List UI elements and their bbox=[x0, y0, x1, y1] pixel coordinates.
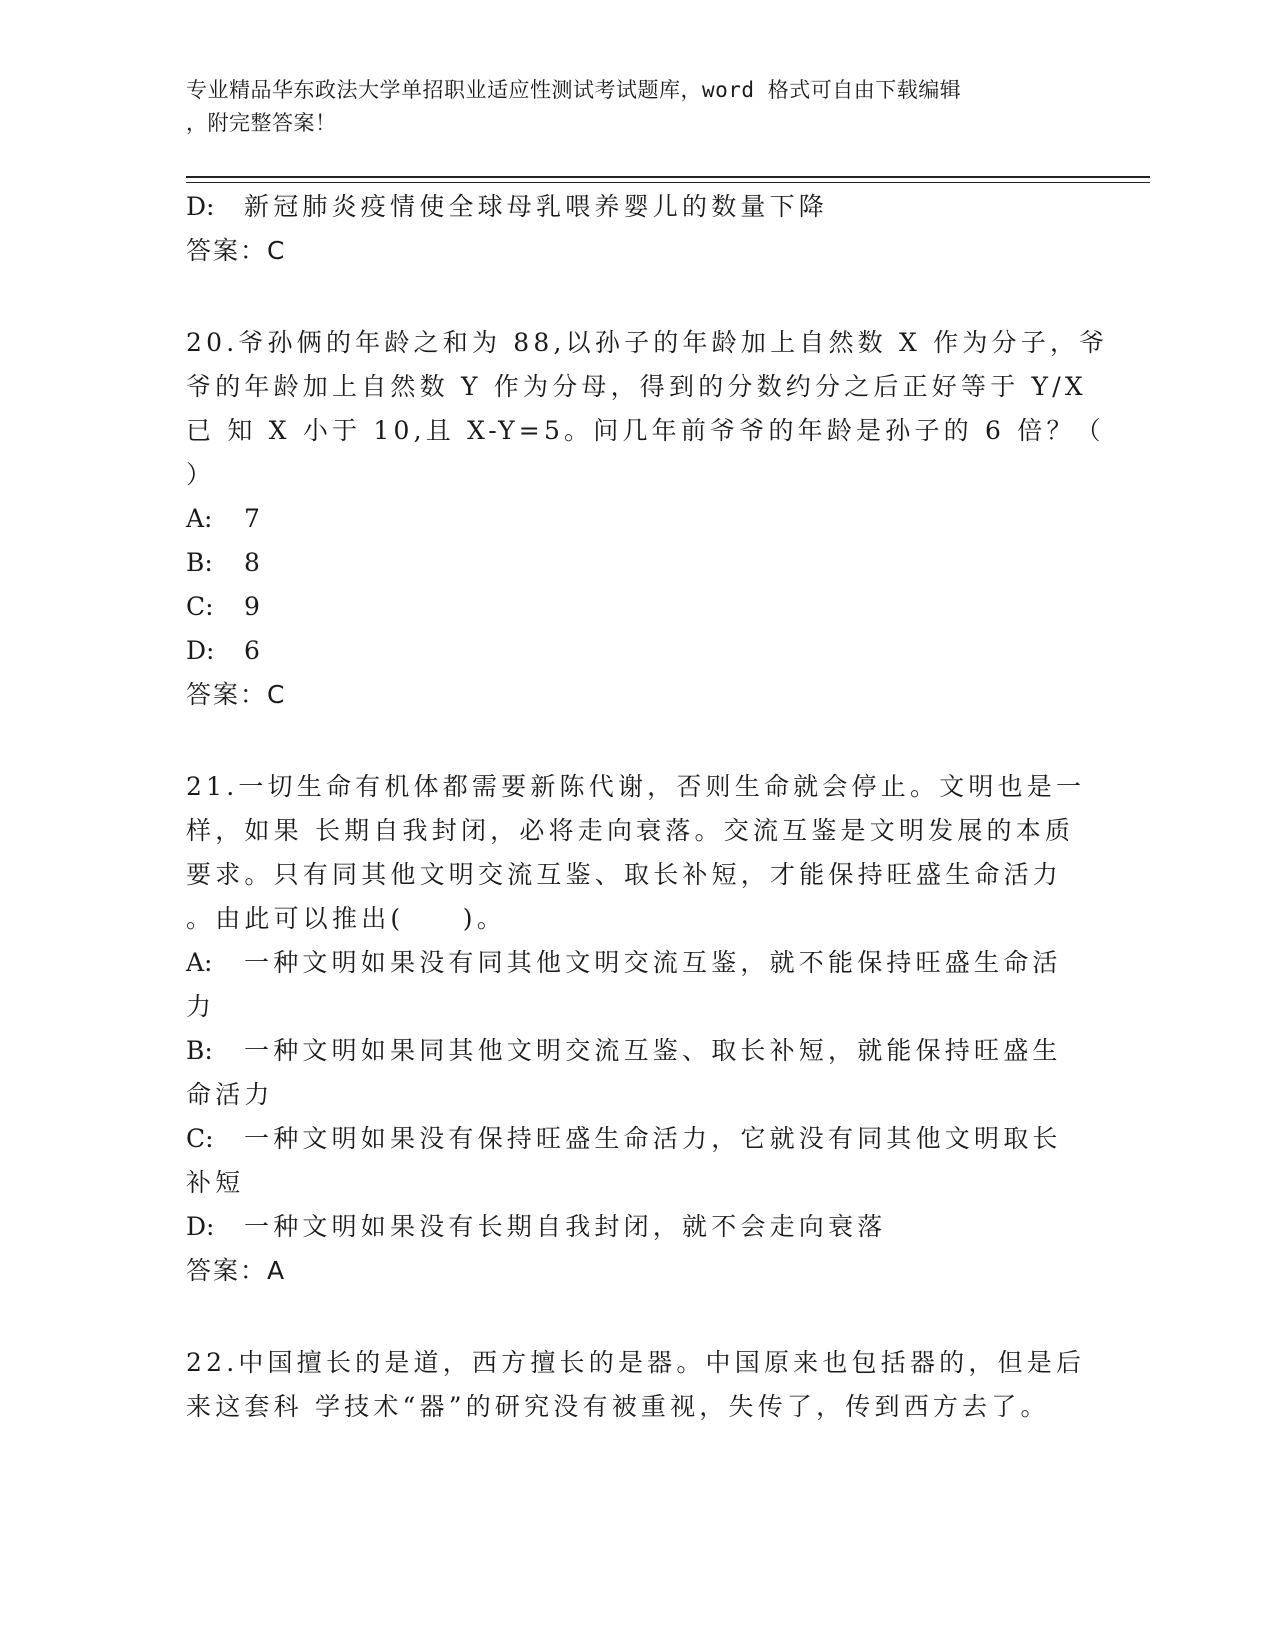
q21-option-b-cont: 命活力 bbox=[186, 1080, 274, 1109]
header-rule-thick bbox=[186, 176, 1150, 178]
option-label: B: bbox=[186, 548, 213, 577]
option-label: D: bbox=[186, 1212, 215, 1241]
option-text: 一种文明如果没有保持旺盛生命活力，它就没有同其他文明取长 bbox=[244, 1124, 1062, 1153]
q19-option-d bbox=[186, 190, 828, 224]
option-label: C: bbox=[186, 592, 214, 621]
q20-option-a bbox=[186, 502, 264, 536]
q20-stem-line-2: 爷的年龄加上自然数 Y 作为分母，得到的分数约分之后正好等于 Y/X bbox=[186, 372, 1087, 401]
option-label: D: bbox=[186, 636, 215, 665]
header-rule-thin bbox=[186, 182, 1150, 183]
option-text: 一种文明如果没有长期自我封闭，就不会走向衰落 bbox=[244, 1212, 887, 1241]
q21-option-a bbox=[186, 946, 1062, 980]
q20-stem-line-4: ） bbox=[186, 460, 216, 489]
option-text: 新冠肺炎疫情使全球母乳喂养婴儿的数量下降 bbox=[244, 192, 829, 221]
q21-answer: 答案：A bbox=[186, 1256, 287, 1285]
option-text: 9 bbox=[244, 592, 265, 621]
q21-stem-line-4: 。由此可以推出( )。 bbox=[186, 904, 506, 933]
q19-answer: 答案：C bbox=[186, 236, 287, 265]
q20-option-d bbox=[186, 634, 264, 668]
option-label: D: bbox=[186, 192, 215, 221]
q21-option-c-cont: 补短 bbox=[186, 1168, 245, 1197]
q21-stem-line-1: 21.一切生命有机体都需要新陈代谢，否则生命就会停止。文明也是一 bbox=[186, 772, 1086, 801]
option-label: C: bbox=[186, 1124, 214, 1153]
q20-answer: 答案：C bbox=[186, 680, 287, 709]
option-text: 一种文明如果同其他文明交流互鉴、取长补短，就能保持旺盛生 bbox=[244, 1036, 1062, 1065]
q22-stem-line-2: 来这套科 学技术“器”的研究没有被重视，失传了，传到西方去了。 bbox=[186, 1392, 1050, 1421]
page-header bbox=[186, 74, 1066, 140]
option-text: 8 bbox=[244, 548, 265, 577]
q20-option-c bbox=[186, 590, 264, 624]
option-label: B: bbox=[186, 1036, 213, 1065]
header-line-1: 专业精品华东政法大学单招职业适应性测试考试题库，word 格式可自由下载编辑 bbox=[186, 78, 962, 102]
option-text: 一种文明如果没有同其他文明交流互鉴，就不能保持旺盛生命活 bbox=[244, 948, 1062, 977]
q22-stem-line-1: 22.中国擅长的是道，西方擅长的是器。中国原来也包括器的，但是后 bbox=[186, 1348, 1086, 1377]
header-line-2: ，附完整答案！ bbox=[186, 111, 337, 135]
option-label: A: bbox=[186, 504, 213, 533]
q21-stem-line-2: 样，如果 长期自我封闭，必将走向衰落。交流互鉴是文明发展的本质 bbox=[186, 816, 1075, 845]
q21-option-a-cont: 力 bbox=[186, 992, 216, 1021]
option-text: 6 bbox=[244, 636, 265, 665]
q21-option-d bbox=[186, 1210, 886, 1244]
q21-option-b bbox=[186, 1034, 1062, 1068]
option-label: A: bbox=[186, 948, 213, 977]
q21-option-c bbox=[186, 1122, 1062, 1156]
q20-stem-line-3: 已 知 X 小于 10,且 X-Y=5。问几年前爷爷的年龄是孙子的 6 倍？（ bbox=[186, 416, 1105, 445]
q20-option-b bbox=[186, 546, 264, 580]
q20-stem-line-1: 20.爷孙俩的年龄之和为 88,以孙子的年龄加上自然数 X 作为分子，爷 bbox=[186, 328, 1109, 357]
option-text: 7 bbox=[244, 504, 265, 533]
q21-stem-line-3: 要求。只有同其他文明交流互鉴、取长补短，才能保持旺盛生命活力 bbox=[186, 860, 1063, 889]
